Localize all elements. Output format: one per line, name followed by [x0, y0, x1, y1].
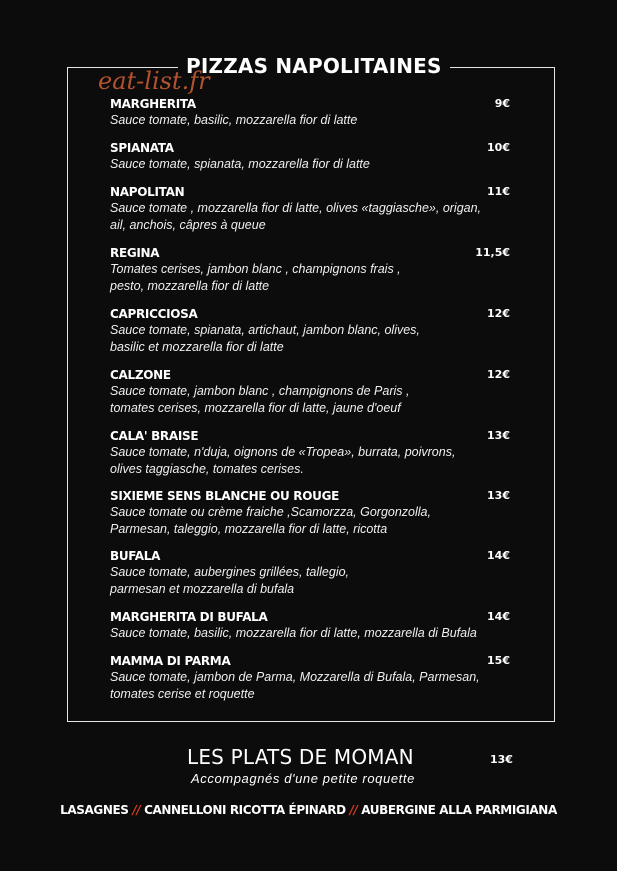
item-price: 13€ — [487, 489, 510, 502]
item-price: 13€ — [487, 429, 510, 442]
item-price: 12€ — [487, 307, 510, 320]
section-title: PIZZAS NAPOLITAINES — [178, 52, 450, 80]
item-description: Sauce tomate, aubergines grillées, tallegio, — [110, 565, 350, 579]
menu-item — [110, 609, 514, 642]
item-description: Sauce tomate , mozzarella fior di latte, olives «taggiasche», origan, — [110, 201, 482, 215]
item-name: MAMMA DI PARMA — [110, 654, 231, 668]
item-name: BUFALA — [110, 549, 161, 563]
item-description: tomates cerise et roquette — [110, 687, 255, 701]
item-description: olives taggiasche, tomates cerises. — [110, 462, 304, 476]
item-price: 15€ — [487, 654, 510, 667]
dish-name: CANNELLONI RICOTTA ÉPINARD — [144, 803, 346, 817]
item-description: Sauce tomate, basilic, mozzarella fior di latte, mozzarella di Bufala — [110, 626, 477, 640]
watermark-logo: eat-list.fr — [98, 67, 210, 95]
menu-item — [110, 306, 514, 356]
dish-name: LASAGNES — [60, 803, 129, 817]
item-description: tomates cerises, mozzarella fior di latte, jaune d'oeuf — [110, 401, 401, 415]
item-description: Sauce tomate ou crème fraiche ,Scamorzza, Gorgonzolla, — [110, 505, 431, 519]
item-description: Sauce tomate, n'duja, oignons de «Tropea», burrata, poivrons, — [110, 445, 456, 459]
plats-subtitle: Accompagnés d'une petite roquette — [191, 771, 415, 786]
menu-item — [110, 184, 514, 234]
item-name: MARGHERITA DI BUFALA — [110, 610, 268, 624]
menu-item — [110, 367, 514, 417]
menu-item — [110, 245, 514, 295]
menu-item — [110, 548, 514, 598]
item-description: Sauce tomate, jambon de Parma, Mozzarella di Bufala, Parmesan, — [110, 670, 480, 684]
item-price: 9€ — [494, 97, 510, 110]
item-name: MARGHERITA — [110, 97, 196, 111]
dish-name: AUBERGINE ALLA PARMIGIANA — [361, 803, 557, 817]
item-description: basilic et mozzarella fior di latte — [110, 340, 284, 354]
item-description: Parmesan, taleggio, mozzarella fior di latte, ricotta — [110, 522, 388, 536]
dish-separator: // — [349, 803, 358, 817]
item-name: CALA' BRAISE — [110, 429, 199, 443]
dish-separator: // — [132, 803, 141, 817]
item-price: 11,5€ — [475, 246, 510, 259]
item-description: ail, anchois, câpres à queue — [110, 218, 266, 232]
item-description: Tomates cerises, jambon blanc , champignons frais , — [110, 262, 401, 276]
item-name: NAPOLITAN — [110, 185, 185, 199]
item-name: SPIANATA — [110, 141, 174, 155]
item-description: Sauce tomate, spianata, mozzarella fior di latte — [110, 157, 370, 171]
plats-title: LES PLATS DE MOMAN — [187, 745, 414, 769]
item-price: 14€ — [487, 610, 510, 623]
item-price: 12€ — [487, 368, 510, 381]
item-description: parmesan et mozzarella di bufala — [110, 582, 295, 596]
plats-price: 13€ — [490, 753, 513, 766]
item-name: CAPRICCIOSA — [110, 307, 198, 321]
item-description: Sauce tomate, basilic, mozzarella fior di latte — [110, 113, 358, 127]
item-description: Sauce tomate, spianata, artichaut, jambon blanc, olives, — [110, 323, 420, 337]
item-price: 14€ — [487, 549, 510, 562]
item-description: pesto, mozzarella fior di latte — [110, 279, 270, 293]
item-name: CALZONE — [110, 368, 171, 382]
item-price: 10€ — [487, 141, 510, 154]
menu-item — [110, 428, 514, 478]
menu-item — [110, 96, 514, 129]
item-name: REGINA — [110, 246, 160, 260]
item-name: SIXIEME SENS BLANCHE OU ROUGE — [110, 489, 340, 503]
item-description: Sauce tomate, jambon blanc , champignons de Paris , — [110, 384, 410, 398]
plats-dish-list — [0, 800, 617, 820]
menu-item — [110, 140, 514, 173]
menu-item — [110, 653, 514, 703]
menu-item — [110, 488, 514, 538]
item-price: 11€ — [487, 185, 510, 198]
